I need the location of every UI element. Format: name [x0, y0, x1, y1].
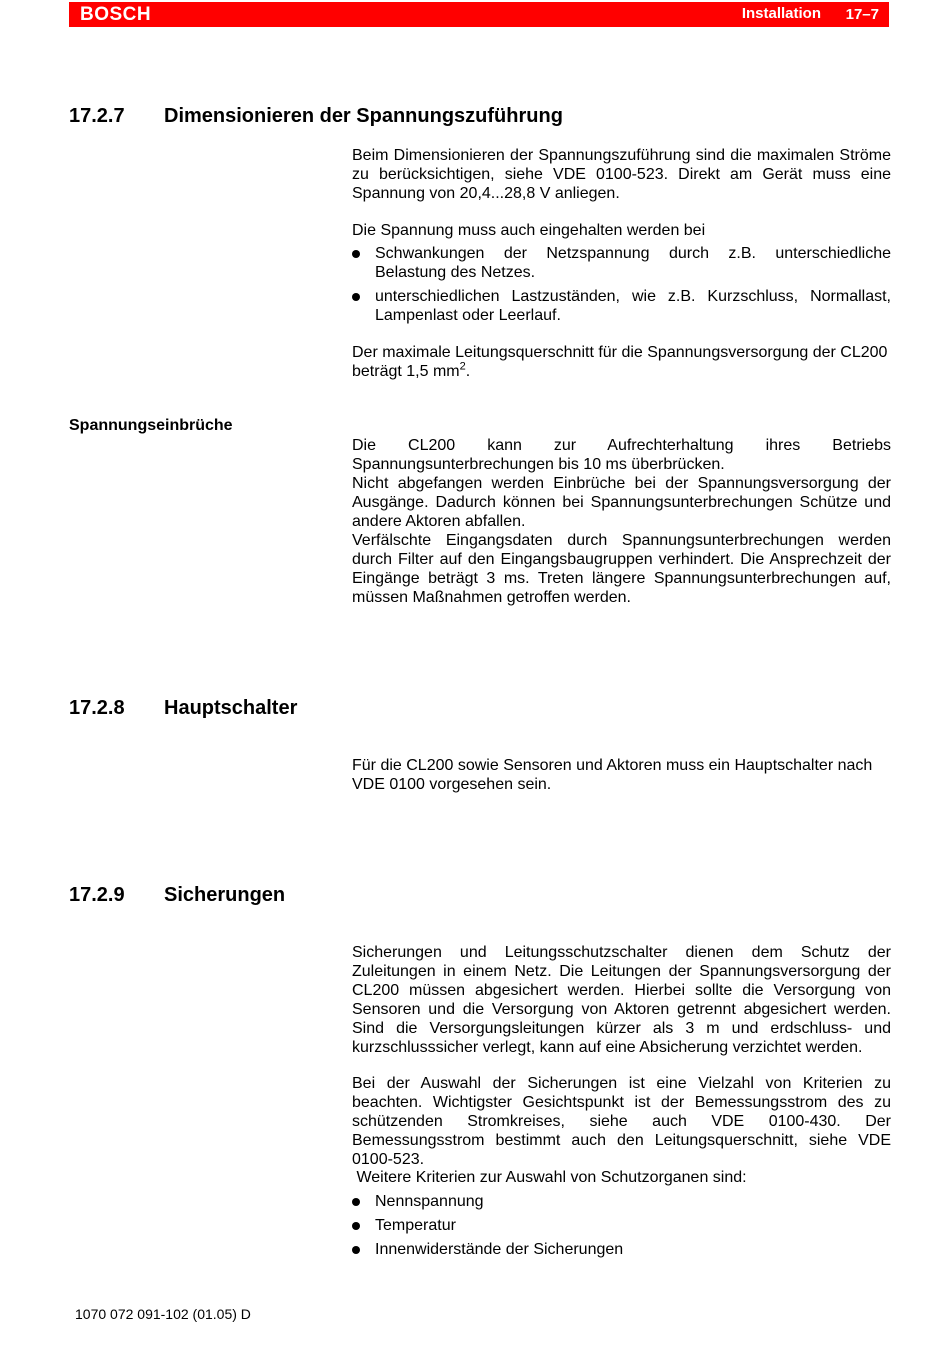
section-title: Sicherungen: [164, 884, 286, 906]
section-title: Hauptschalter: [164, 697, 298, 719]
bullet-icon: [352, 250, 360, 258]
list-item: Temperatur: [352, 1216, 891, 1235]
text-line: Nicht abgefangen werden Einbrüche bei der Spannungsversorgung der Ausgänge. Dadurch können bei Spannungsunterbrechungen Schütze und andere Aktoren abfallen.: [352, 475, 891, 530]
section-title: Dimensionieren der Spannungszuführung: [164, 105, 563, 127]
section-number: 17.2.9: [69, 884, 125, 906]
paragraph: Bei der Auswahl der Sicherungen ist eine Vielzahl von Kriterien zu beachten. Wichtigster Gesichtspunkt ist der Bemessungsstrom des zu schützenden Stromkreises, siehe auch VDE 0100-430. Der Bemessungsstrom bestimmt auch den Leitungsquerschnitt, siehe VDE 0100-523.: [352, 1075, 891, 1168]
paragraph: Die Spannung muss auch eingehalten werden bei: [352, 222, 706, 239]
section-number: 17.2.8: [69, 697, 125, 719]
section-heading-17-2-7: [69, 105, 563, 128]
paragraph: Weitere Kriterien zur Auswahl von Schutzorganen sind:: [352, 1169, 747, 1186]
paragraph: Der maximale Leitungsquerschnitt für die Spannungsversorgung der CL200 beträgt 1,5 $mm^2$.: [352, 344, 888, 380]
page-header: [69, 2, 889, 27]
list-item: Nennspannung: [352, 1192, 891, 1211]
bullet-icon: [352, 1222, 360, 1230]
bullet-icon: [352, 293, 360, 301]
section-heading-17-2-9: [69, 884, 285, 907]
list-item: Innenwiderstände der Sicherungen: [352, 1240, 891, 1259]
text-line: Die CL200 kann zur Aufrechterhaltung ihres Betriebs Spannungsunterbrechungen bis 10 ms überbrücken.: [352, 437, 891, 473]
paragraph: Für die CL200 sowie Sensoren und Aktoren muss ein Hauptschalter nach VDE 0100 vorgesehen sein.: [352, 757, 873, 793]
bullet-list: [352, 244, 891, 330]
list-item: Schwankungen der Netzspannung durch z.B. unterschiedliche Belastung des Netzes.: [352, 244, 891, 282]
section-heading-17-2-8: [69, 697, 297, 720]
side-heading: Spannungseinbrüche: [69, 417, 233, 434]
bosch-logo: BOSCH: [80, 4, 152, 25]
section-number: 17.2.7: [69, 105, 125, 127]
header-section-title: Installation: [741, 5, 821, 22]
bullet-icon: [352, 1246, 360, 1254]
paragraph: Beim Dimensionieren der Spannungszuführung sind die maximalen Ströme zu berücksichtigen, siehe VDE 0100-523. Direkt am Gerät muss eine Spannung von 20,4...28,8 V anliegen.: [352, 147, 891, 202]
footer-doc-number: 1070 072 091-102 (01.05) D: [75, 1306, 251, 1322]
page-number: 17–7: [845, 6, 879, 23]
text-line: Verfälschte Eingangsdaten durch Spannungsunterbrechungen werden durch Filter auf den Eingangsbaugruppen verhindert. Die Ansprechzeit der Eingänge beträgt 3 ms. Treten längere Spannungsunterbrechungen auf, müssen Maßnahmen getroffen werden.: [352, 532, 891, 606]
list-item: unterschiedlichen Lastzuständen, wie z.B. Kurzschluss, Normallast, Lampenlast oder Leerlauf.: [352, 287, 891, 325]
bullet-list: [352, 1192, 891, 1264]
paragraph: [352, 436, 891, 607]
bullet-icon: [352, 1198, 360, 1206]
paragraph: Sicherungen und Leitungsschutzschalter dienen dem Schutz der Zuleitungen in einem Netz. Die Leitungen der Spannungsversorgung der CL200 müssen abgesichert werden. Hierbei sollte die Versorgung von Sensoren und die Versorgung von Aktoren getrennt abgesichert werden. Sind die Versorgungsleitungen kürzer als 3 m und erdschluss- und kurzschlusssicher verlegt, kann auf eine Absicherung verzichtet werden.: [352, 944, 891, 1056]
